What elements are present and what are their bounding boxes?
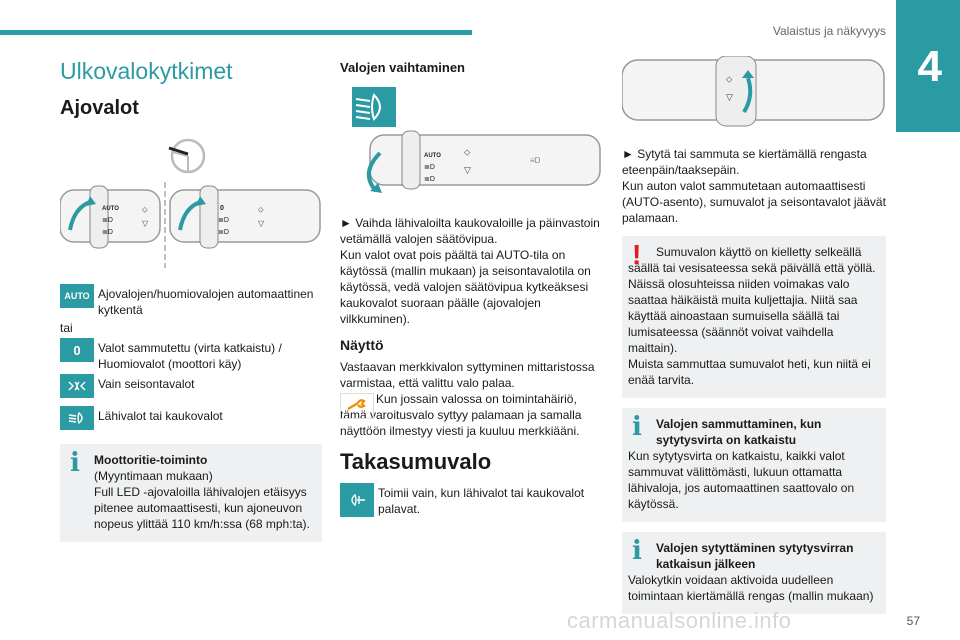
svg-text:⬦: ⬦ bbox=[464, 147, 471, 157]
svg-text:≣D: ≣D bbox=[218, 229, 229, 236]
svg-text:⬦: ⬦ bbox=[258, 205, 264, 214]
beam-switch-body: ► Vaihda lähivaloilta kaukovaloille ja päinvastoin vetämällä valojen säätövipua. Kun valot ovat pois päältä tai AUTO-tila on käytössä (mallin mukaan) ja seisontavalotila on käytössä, vedä valojen säätövipua kytkeäksesi kaukovalot suoraan päälle (ajovalojen vilkkuminen). bbox=[340, 216, 600, 326]
fog-ring-illustration bbox=[622, 56, 886, 134]
display-body: Vastaavan merkkivalon syttyminen mittaristossa varmistaa, että valittu valo palaa. bbox=[340, 360, 595, 390]
rear-fog-heading: Takasumuvalo bbox=[340, 449, 492, 474]
steering-wheel-illustration bbox=[60, 130, 322, 280]
svg-text:▽: ▽ bbox=[258, 219, 265, 228]
legend-row-sidelights bbox=[60, 374, 322, 398]
top-accent-bar bbox=[0, 30, 472, 35]
lights-off-info-box bbox=[622, 408, 886, 522]
fog-warning-text: Sumuvalon käyttö on kielletty selkeällä säällä tai vesisateessa sekä päivällä että yöllä. Näissä olosuhteissa niiden voimakas valo saattaa häikäistä muita kuljettajia. Niitä saa käyttää ainoastaan sumuisella säällä tai lumisateessa (säännöt voivat vaihdella maittain). Muista sammuttaa sumuvalot heti, kun niitä ei enää tarvita. bbox=[628, 245, 876, 387]
svg-text:≣D: ≣D bbox=[102, 229, 113, 236]
fog-ring-body: ► Sytytä tai sammuta se kiertämällä rengasta eteenpäin/taaksepäin. Kun auton valot sammutetaan automaattisesti (AUTO-asento), sumuvalot ja seisontavalot jäävät palamaan. bbox=[622, 147, 886, 225]
lever-left-auto-label: AUTO bbox=[102, 206, 119, 212]
svg-text:≣D: ≣D bbox=[424, 164, 435, 171]
page-number: 57 bbox=[906, 614, 920, 628]
column-1 bbox=[60, 52, 322, 542]
info-icon: i bbox=[70, 448, 80, 478]
sidelights-icon bbox=[60, 374, 94, 398]
svg-text:⬦: ⬦ bbox=[142, 205, 148, 214]
lights-on-info-body: Valokytkin voidaan aktivoida uudelleen toimintaan kiertämällä rengas (mallin mukaan) bbox=[628, 573, 874, 603]
column-3 bbox=[622, 56, 886, 614]
svg-text:▽: ▽ bbox=[726, 92, 733, 102]
legend-text-zero: Valot sammutettu (virta katkaistu) / Huomiovalot (moottori käy) bbox=[98, 341, 282, 371]
headlights-legend bbox=[60, 284, 322, 430]
fog-warning-box bbox=[622, 236, 886, 398]
wrench-icon bbox=[340, 393, 374, 419]
rear-fog-row bbox=[340, 483, 602, 517]
svg-text:⬦: ⬦ bbox=[726, 74, 733, 84]
beam-lever-auto-label: AUTO bbox=[424, 153, 441, 159]
beam-switch-heading: Valojen vaihtaminen bbox=[340, 60, 465, 75]
svg-text:≡D: ≡D bbox=[530, 156, 541, 165]
lever-right-zero-label: 0 bbox=[220, 205, 224, 212]
legend-row-auto bbox=[60, 284, 322, 318]
svg-text:≣D: ≣D bbox=[218, 217, 229, 224]
column-2 bbox=[340, 52, 602, 519]
section-title: Valaistus ja näkyvyys bbox=[772, 24, 886, 38]
lights-on-info-title: Valojen sytyttäminen sytytysvirran katkaisun jälkeen bbox=[656, 541, 854, 571]
lever-right bbox=[170, 186, 320, 248]
auto-icon: AUTO bbox=[60, 284, 94, 308]
watermark: carmanualsonline.info bbox=[567, 608, 792, 633]
rear-fog-icon bbox=[340, 483, 374, 517]
page-heading: Ulkovalokytkimet bbox=[60, 58, 233, 84]
lights-on-info-box bbox=[622, 532, 886, 614]
legend-row-zero bbox=[60, 338, 322, 372]
beam-switch-illustration bbox=[340, 83, 602, 201]
lights-off-info-title: Valojen sammuttaminen, kun sytytysvirta on katkaistu bbox=[656, 417, 822, 447]
motorway-info-title: Moottoritie-toiminto bbox=[94, 453, 208, 467]
rear-fog-text: Toimii vain, kun lähivalot tai kaukovalot palavat. bbox=[378, 486, 585, 516]
info-icon: i bbox=[632, 536, 642, 566]
legend-connector: tai bbox=[60, 321, 73, 335]
legend-row-headlights bbox=[60, 406, 322, 430]
lights-off-info-body: Kun sytytysvirta on katkaistu, kaikki valot sammuvat välittömästi, lukuun ottamatta lähivaloja, jos automaattinen saattovalo on käytössä. bbox=[628, 449, 855, 511]
wrench-warning-text: Kun jossain valossa on toimintahäiriö, tämä varoitusvalo syttyy palamaan ja samalla näyttöön ilmestyy viesti ja kuuluu merkkiääni. bbox=[340, 392, 582, 438]
motorway-info-box bbox=[60, 444, 322, 542]
svg-text:▽: ▽ bbox=[464, 165, 471, 175]
wrench-warning bbox=[340, 391, 602, 439]
warning-icon: ! bbox=[632, 239, 642, 270]
legend-text-headlights: Lähivalot tai kaukovalot bbox=[98, 409, 223, 423]
svg-text:▽: ▽ bbox=[142, 219, 149, 228]
zero-icon: 0 bbox=[60, 338, 94, 362]
lever-left bbox=[60, 186, 160, 248]
display-heading: Näyttö bbox=[340, 337, 384, 353]
legend-text-auto: Ajovalojen/huomiovalojen automaattinen kytkentä bbox=[98, 287, 314, 317]
headlights-heading: Ajovalot bbox=[60, 97, 139, 119]
info-icon: i bbox=[632, 412, 642, 442]
svg-text:≣D: ≣D bbox=[424, 176, 435, 183]
motorway-info-body: (Myyntimaan mukaan) Full LED -ajovaloilla lähivalojen etäisyys pitenee automaattisesti, kun ajoneuvon nopeus ylittää 110 km/h:ssa (68 mph:ta). bbox=[94, 469, 310, 531]
chapter-number: 4 bbox=[917, 42, 942, 91]
legend-text-sidelights: Vain seisontavalot bbox=[98, 377, 195, 391]
svg-text:≣D: ≣D bbox=[102, 217, 113, 224]
headlights-icon bbox=[60, 406, 94, 430]
